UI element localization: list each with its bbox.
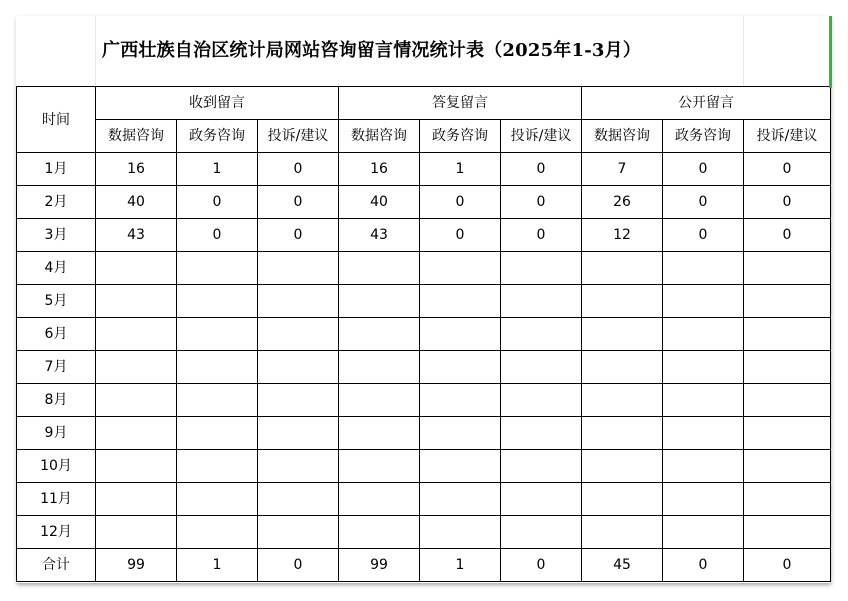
table-row bbox=[17, 516, 831, 549]
value-cell bbox=[177, 351, 258, 384]
value-cell bbox=[501, 483, 582, 516]
value-cell bbox=[582, 450, 663, 483]
total-value-cell: 99 bbox=[96, 549, 177, 582]
value-cell: 40 bbox=[96, 186, 177, 219]
value-cell: 7 bbox=[582, 153, 663, 186]
total-value-cell: 99 bbox=[339, 549, 420, 582]
value-cell bbox=[177, 252, 258, 285]
value-cell bbox=[177, 516, 258, 549]
value-cell bbox=[501, 450, 582, 483]
value-cell bbox=[96, 384, 177, 417]
value-cell bbox=[501, 417, 582, 450]
value-cell bbox=[420, 285, 501, 318]
value-cell bbox=[420, 351, 501, 384]
value-cell bbox=[663, 516, 744, 549]
month-cell: 4月 bbox=[17, 252, 96, 285]
value-cell: 0 bbox=[258, 219, 339, 252]
value-cell bbox=[96, 351, 177, 384]
value-cell: 1 bbox=[177, 153, 258, 186]
value-cell: 16 bbox=[339, 153, 420, 186]
table-row bbox=[17, 351, 831, 384]
value-cell bbox=[420, 252, 501, 285]
month-cell: 5月 bbox=[17, 285, 96, 318]
value-cell bbox=[744, 417, 831, 450]
total-value-cell: 1 bbox=[420, 549, 501, 582]
total-value-cell: 0 bbox=[663, 549, 744, 582]
month-cell: 6月 bbox=[17, 318, 96, 351]
value-cell bbox=[501, 384, 582, 417]
value-cell: 16 bbox=[96, 153, 177, 186]
value-cell bbox=[582, 252, 663, 285]
value-cell bbox=[177, 384, 258, 417]
total-value-cell: 0 bbox=[501, 549, 582, 582]
value-cell bbox=[339, 450, 420, 483]
sub-header-cell: 政务咨询 bbox=[177, 120, 258, 153]
value-cell: 26 bbox=[582, 186, 663, 219]
group-replied-header: 答复留言 bbox=[339, 87, 582, 120]
value-cell bbox=[258, 252, 339, 285]
sub-header-cell: 政务咨询 bbox=[420, 120, 501, 153]
value-cell: 0 bbox=[663, 219, 744, 252]
value-cell bbox=[744, 516, 831, 549]
value-cell bbox=[177, 417, 258, 450]
month-cell: 10月 bbox=[17, 450, 96, 483]
value-cell: 1 bbox=[420, 153, 501, 186]
value-cell bbox=[744, 318, 831, 351]
value-cell bbox=[177, 450, 258, 483]
value-cell: 0 bbox=[501, 219, 582, 252]
sub-header-cell: 投诉/建议 bbox=[744, 120, 831, 153]
value-cell bbox=[339, 351, 420, 384]
value-cell bbox=[663, 417, 744, 450]
value-cell bbox=[258, 384, 339, 417]
value-cell bbox=[501, 351, 582, 384]
value-cell bbox=[420, 516, 501, 549]
value-cell bbox=[258, 483, 339, 516]
value-cell bbox=[420, 483, 501, 516]
value-cell bbox=[501, 318, 582, 351]
table-body bbox=[17, 153, 831, 582]
value-cell bbox=[258, 351, 339, 384]
total-value-cell: 0 bbox=[744, 549, 831, 582]
statistics-sheet bbox=[16, 16, 830, 583]
value-cell bbox=[339, 516, 420, 549]
sub-header-cell: 数据咨询 bbox=[339, 120, 420, 153]
value-cell: 0 bbox=[663, 153, 744, 186]
value-cell bbox=[663, 483, 744, 516]
table-row bbox=[17, 483, 831, 516]
value-cell bbox=[663, 384, 744, 417]
table-title: 广西壮族自治区统计局网站咨询留言情况统计表（2025年1-3月） bbox=[96, 16, 744, 87]
value-cell bbox=[744, 351, 831, 384]
value-cell bbox=[744, 450, 831, 483]
table-row bbox=[17, 153, 831, 186]
value-cell: 0 bbox=[744, 153, 831, 186]
group-public-header: 公开留言 bbox=[582, 87, 831, 120]
month-cell: 9月 bbox=[17, 417, 96, 450]
total-value-cell: 1 bbox=[177, 549, 258, 582]
time-header: 时间 bbox=[17, 87, 96, 153]
value-cell bbox=[177, 318, 258, 351]
total-row bbox=[17, 549, 831, 582]
sub-header-row bbox=[17, 120, 831, 153]
value-cell bbox=[582, 384, 663, 417]
value-cell: 12 bbox=[582, 219, 663, 252]
value-cell bbox=[420, 384, 501, 417]
month-cell: 7月 bbox=[17, 351, 96, 384]
value-cell bbox=[339, 252, 420, 285]
value-cell bbox=[339, 384, 420, 417]
sheet-edge-marker bbox=[829, 16, 832, 88]
value-cell: 0 bbox=[177, 186, 258, 219]
value-cell: 43 bbox=[339, 219, 420, 252]
value-cell bbox=[744, 384, 831, 417]
month-cell: 3月 bbox=[17, 219, 96, 252]
sub-header-cell: 数据咨询 bbox=[96, 120, 177, 153]
month-cell: 12月 bbox=[17, 516, 96, 549]
group-received-header: 收到留言 bbox=[96, 87, 339, 120]
value-cell bbox=[420, 450, 501, 483]
value-cell bbox=[501, 252, 582, 285]
value-cell bbox=[177, 483, 258, 516]
table-row bbox=[17, 252, 831, 285]
value-cell: 0 bbox=[420, 186, 501, 219]
title-row bbox=[17, 16, 831, 87]
total-value-cell: 0 bbox=[258, 549, 339, 582]
value-cell bbox=[582, 483, 663, 516]
value-cell bbox=[582, 417, 663, 450]
value-cell bbox=[96, 483, 177, 516]
table-row bbox=[17, 384, 831, 417]
value-cell bbox=[663, 450, 744, 483]
table-row bbox=[17, 417, 831, 450]
value-cell bbox=[663, 318, 744, 351]
value-cell: 0 bbox=[177, 219, 258, 252]
value-cell: 43 bbox=[96, 219, 177, 252]
value-cell bbox=[96, 516, 177, 549]
value-cell bbox=[339, 417, 420, 450]
sub-header-cell: 投诉/建议 bbox=[258, 120, 339, 153]
value-cell bbox=[501, 516, 582, 549]
value-cell: 40 bbox=[339, 186, 420, 219]
value-cell bbox=[420, 417, 501, 450]
value-cell bbox=[258, 285, 339, 318]
value-cell bbox=[744, 483, 831, 516]
table-row bbox=[17, 450, 831, 483]
title-right-cell bbox=[744, 16, 831, 87]
table-row bbox=[17, 219, 831, 252]
value-cell bbox=[744, 285, 831, 318]
value-cell bbox=[663, 252, 744, 285]
value-cell bbox=[663, 351, 744, 384]
sub-header-cell: 投诉/建议 bbox=[501, 120, 582, 153]
sub-header-cell: 政务咨询 bbox=[663, 120, 744, 153]
value-cell bbox=[501, 285, 582, 318]
corner-cell bbox=[17, 16, 96, 87]
value-cell: 0 bbox=[258, 186, 339, 219]
value-cell bbox=[744, 252, 831, 285]
value-cell bbox=[96, 318, 177, 351]
value-cell bbox=[582, 318, 663, 351]
value-cell bbox=[177, 285, 258, 318]
value-cell bbox=[339, 285, 420, 318]
table-row bbox=[17, 318, 831, 351]
value-cell bbox=[582, 351, 663, 384]
value-cell bbox=[96, 252, 177, 285]
month-cell: 1月 bbox=[17, 153, 96, 186]
value-cell bbox=[96, 285, 177, 318]
month-cell: 11月 bbox=[17, 483, 96, 516]
value-cell bbox=[663, 285, 744, 318]
value-cell: 0 bbox=[501, 186, 582, 219]
statistics-table bbox=[16, 16, 831, 582]
month-cell: 8月 bbox=[17, 384, 96, 417]
value-cell bbox=[420, 318, 501, 351]
total-value-cell: 45 bbox=[582, 549, 663, 582]
table-row bbox=[17, 186, 831, 219]
sub-header-cell: 数据咨询 bbox=[582, 120, 663, 153]
value-cell bbox=[339, 483, 420, 516]
month-cell: 2月 bbox=[17, 186, 96, 219]
value-cell: 0 bbox=[663, 186, 744, 219]
value-cell bbox=[258, 417, 339, 450]
value-cell bbox=[258, 516, 339, 549]
value-cell: 0 bbox=[258, 153, 339, 186]
value-cell bbox=[258, 450, 339, 483]
value-cell: 0 bbox=[744, 219, 831, 252]
value-cell bbox=[582, 285, 663, 318]
value-cell bbox=[339, 318, 420, 351]
value-cell bbox=[582, 516, 663, 549]
value-cell: 0 bbox=[744, 186, 831, 219]
table-row bbox=[17, 285, 831, 318]
total-label-cell: 合计 bbox=[17, 549, 96, 582]
value-cell: 0 bbox=[501, 153, 582, 186]
value-cell bbox=[258, 318, 339, 351]
value-cell bbox=[96, 417, 177, 450]
value-cell bbox=[96, 450, 177, 483]
group-header-row bbox=[17, 87, 831, 120]
value-cell: 0 bbox=[420, 219, 501, 252]
